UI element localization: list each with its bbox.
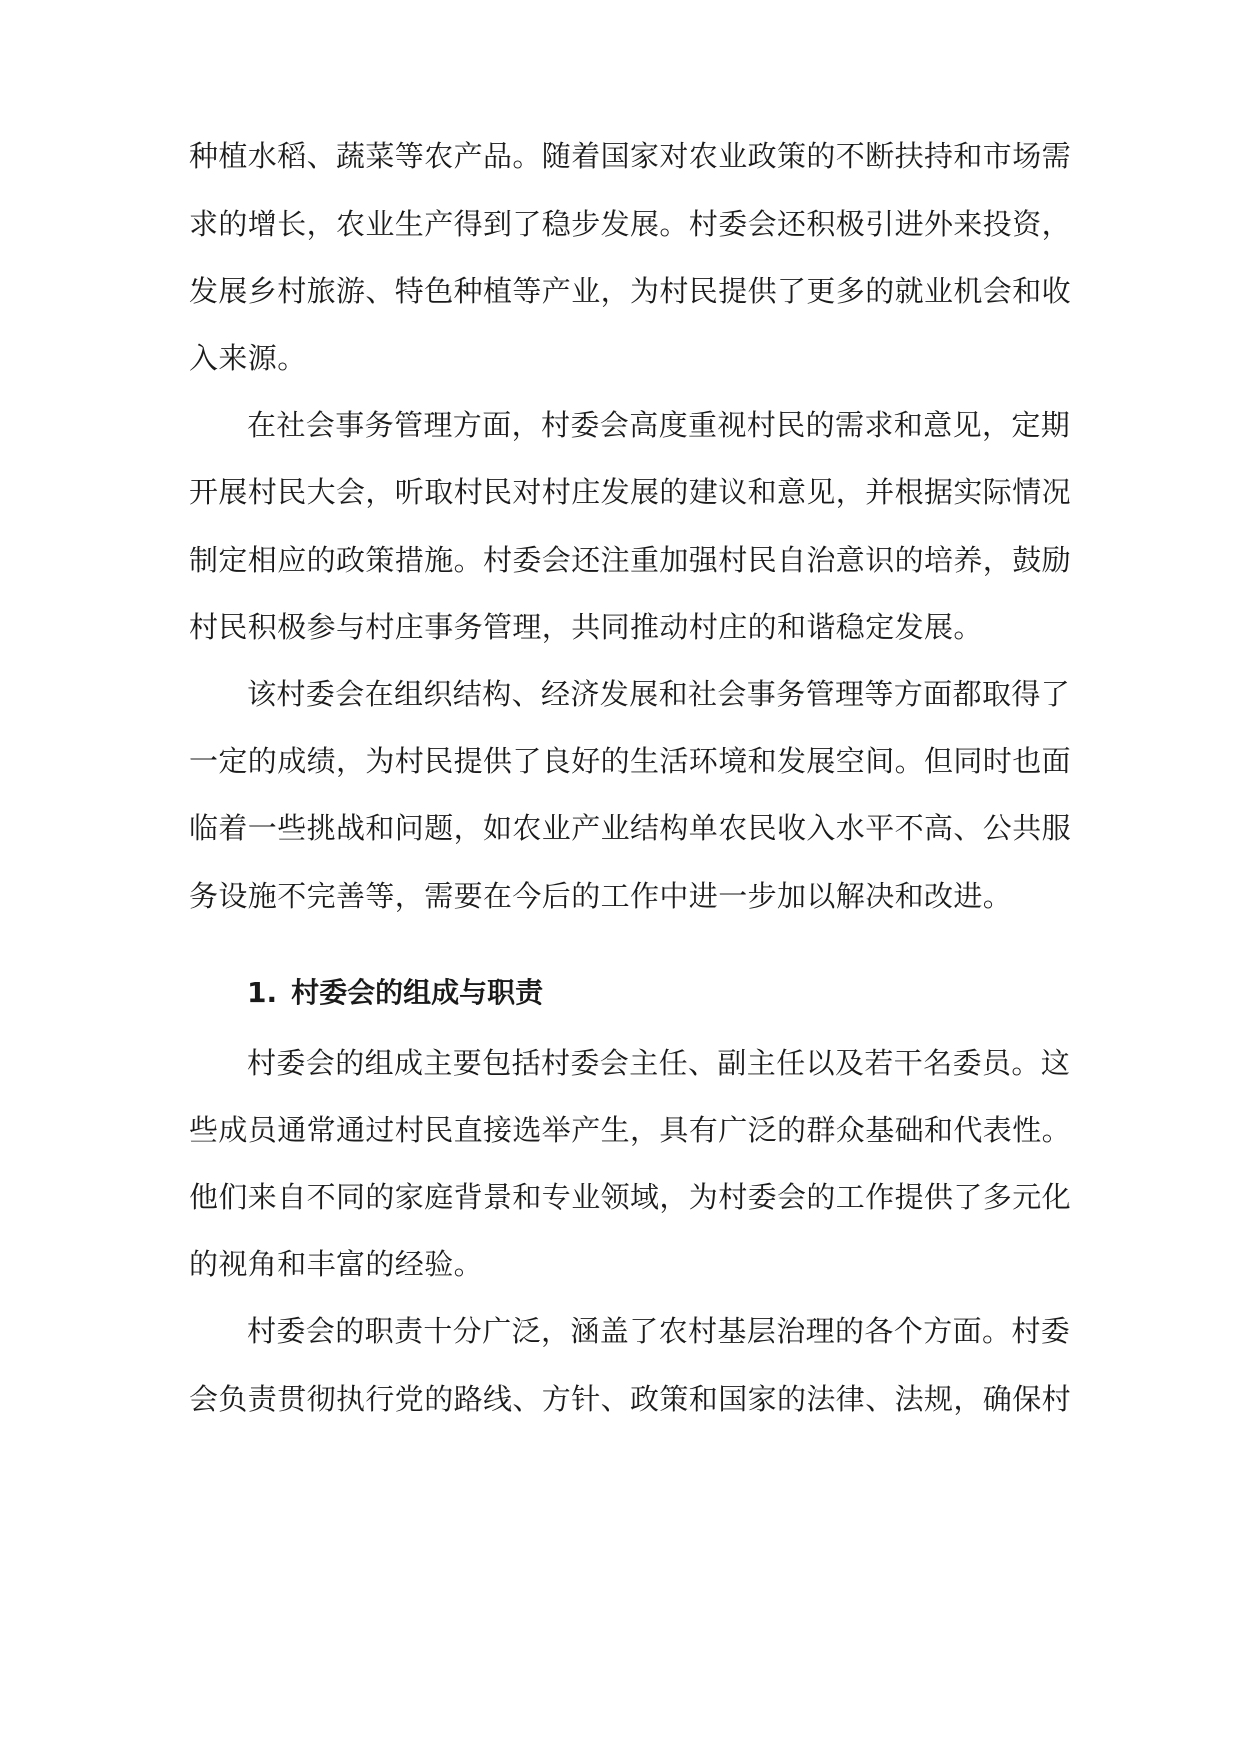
paragraph-4-line: 他们来自不同的家庭背景和专业领域，为村委会的工作提供了多元化: [189, 1180, 1072, 1214]
paragraph-4-line: 的视角和丰富的经验。: [189, 1247, 484, 1281]
paragraph-5-line: 村委会的职责十分广泛，涵盖了农村基层治理的各个方面。村委: [247, 1314, 1071, 1348]
paragraph-3-line: 务设施不完善等，需要在今后的工作中进一步加以解决和改进。: [189, 879, 1013, 913]
paragraph-1-line: 种植水稻、蔬菜等农产品。随着国家对农业政策的不断扶持和市场需: [189, 139, 1072, 173]
paragraph-2-line: 开展村民大会，听取村民对村庄发展的建议和意见，并根据实际情况: [189, 475, 1072, 509]
paragraph-1-line: 入来源。: [189, 341, 307, 375]
paragraph-1-line: 求的增长，农业生产得到了稳步发展。村委会还积极引进外来投资，: [189, 207, 1072, 241]
paragraph-3-line: 临着一些挑战和问题，如农业产业结构单农民收入水平不高、公共服: [189, 811, 1072, 845]
section-number: 1.: [247, 976, 278, 1009]
paragraph-2-line: 制定相应的政策措施。村委会还注重加强村民自治意识的培养，鼓励: [189, 543, 1072, 577]
paragraph-5-line: 会负责贯彻执行党的路线、方针、政策和国家的法律、法规，确保村: [189, 1382, 1072, 1416]
paragraph-2-line: 村民积极参与村庄事务管理，共同推动村庄的和谐稳定发展。: [189, 610, 983, 644]
paragraph-3-line: 该村委会在组织结构、经济发展和社会事务管理等方面都取得了: [247, 677, 1071, 711]
section-title: 村委会的组成与职责: [291, 976, 544, 1009]
paragraph-4-line: 村委会的组成主要包括村委会主任、副主任以及若干名委员。这: [247, 1046, 1071, 1080]
paragraph-3-line: 一定的成绩，为村民提供了良好的生活环境和发展空间。但同时也面: [189, 744, 1072, 778]
paragraph-2-line: 在社会事务管理方面，村委会高度重视村民的需求和意见，定期: [247, 408, 1071, 442]
paragraph-1-line: 发展乡村旅游、特色种植等产业，为村民提供了更多的就业机会和收: [189, 274, 1072, 308]
section-heading: [247, 973, 543, 1013]
paragraph-4-line: 些成员通常通过村民直接选举产生，具有广泛的群众基础和代表性。: [189, 1113, 1072, 1147]
